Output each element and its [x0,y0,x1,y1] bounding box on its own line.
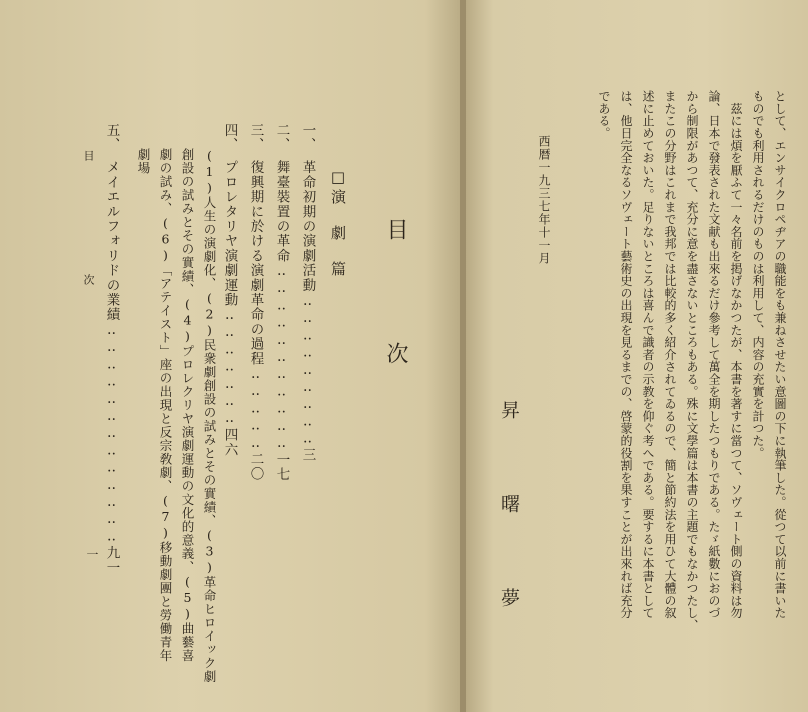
toc-entry-5 [104,123,118,575]
right-page-preface [466,0,808,712]
preface-date: 西暦一九三七年十一月 [537,135,551,265]
toc-subline-1: (1)人生の演劇化、(2)民衆劇創設の試みとその實績、(3)革命ヒロイック劇 [202,148,217,684]
section-heading: □演 劇 篇 [329,168,347,279]
preface-line-7: 述に止めておいた。足りないところは喜んで識者の示教を仰ぐ考へである。要するに本書として [641,90,655,619]
preface-line-8: は、他日完全なるソヴェート藝術史の出現を見るまでの、啓蒙的役割を果すことが出來れば充分 [619,90,633,619]
preface-line-2: ものでも利用されるだけのものは利用して、内容の充實を計つた。 [751,90,765,459]
preface-line-5: から制限があつて、充分に意を盡さないところもある。殊に文學篇は本書の主題でもなかつたし、 [685,90,699,632]
leader-dots: ‥‥‥‥‥ [247,366,264,453]
toc-subline-3: 劇の試み、(6)「アテイスト」座の出現と反宗敎劇、(7)移動劇團と勞働青年 [158,148,173,663]
preface-line-3: 茲には煩を厭ふて一々名前を掲げなかつたが、本書を著すに當つて、ソヴェート側の資料は勿 [729,90,743,619]
leader-dots: ‥‥‥‥‥‥‥ [221,307,238,428]
preface-line-4: 論、日本で發表された文献も出來るだけ參考して萬全を期したつもりである。たゞ紙數におのづ [707,90,721,619]
toc-entry-5-page: 九一 [103,545,120,576]
toc-entry-2-label: 二、 舞臺裝置の革命 [273,123,290,264]
toc-entry-4-page: 四六 [221,427,238,458]
toc-subline-4: 劇場 [136,148,151,175]
toc-entry-4-label: 四、 プロレタリヤ演劇運動 [221,123,238,308]
toc-subline-2: 創設の試みとその實績、(4)プロレクリヤ演劇運動の文化的意義、(5)曲藝喜 [180,148,195,663]
toc-entry-1-page: 三 [299,447,316,463]
toc-entry-5-label: 五、 メイエルフォリドの業績 [103,123,120,323]
preface-line-1: として、エンサイクロペヂアの職能をも兼ねさせたい意圖の下に執筆した。從つて以前に書いた [773,90,787,619]
toc-entry-2 [274,123,288,482]
toc-entry-4 [222,123,236,457]
toc-entry-3-page: 二〇 [247,452,264,482]
toc-entry-1 [300,123,314,462]
preface-line-9: である。 [597,90,611,140]
toc-entry-1-label: 一、 革命初期の演劇活動 [299,123,316,293]
toc-entry-3-label: 三、 復興期に於ける演劇革命の過程 [247,123,264,367]
toc-entry-2-page: 一七 [273,452,290,482]
preface-author: 昇 曙 夢 [498,400,520,635]
leader-dots: ‥‥‥‥‥‥‥‥‥‥‥‥‥ [103,322,120,546]
toc-entry-3 [248,123,262,482]
running-footer: 目 次 [82,150,95,305]
leader-dots: ‥‥‥‥‥‥‥‥‥ [299,292,316,448]
page-number: 一 [85,548,99,561]
leader-dots: ‥‥‥‥‥‥‥‥‥‥‥ [273,263,290,453]
toc-title: 目 次 [383,218,408,404]
preface-line-6: またこの分野はこれまで我邦では比較的多く紹介されてゐるので、簡と節約法を用ひて大體の叙 [663,90,677,619]
